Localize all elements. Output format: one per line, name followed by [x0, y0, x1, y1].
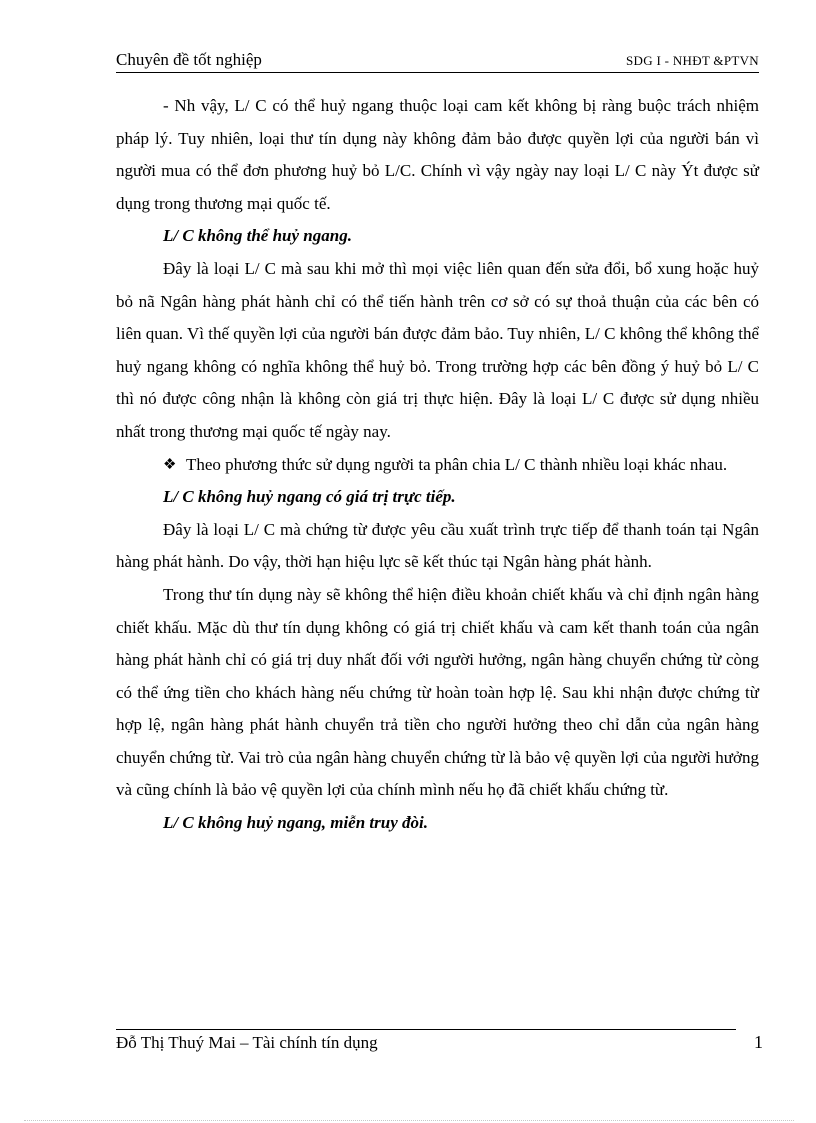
body-paragraph: - Nh vậy, L/ C có thể huỷ ngang thuộc loại cam kết không bị ràng buộc trách nhiệm pháp lý. Tuy nhiên, loại thư tín dụng này không đảm bảo được quyền lợi của người bán vì người mua có thể đơn phương huỷ bỏ L/C. Chính vì vậy ngày nay loại L/ C này Ýt được sử dụng trong thương mại quốc tế.	[116, 96, 759, 213]
footer-author: Đỗ Thị Thuý Mai – Tài chính tín dụng	[116, 1033, 378, 1052]
page-header	[116, 50, 759, 73]
page-edge-divider	[24, 1120, 794, 1121]
header-title: Chuyên đề tốt nghiệp	[116, 50, 262, 69]
header-code: SDG I - NHĐT &PTVN	[626, 53, 759, 68]
section-heading: L/ C không thể huỷ ngang.	[163, 226, 352, 246]
body-paragraph: Đây là loại L/ C mà sau khi mở thì mọi việc liên quan đến sửa đổi, bổ xung hoặc huỷ bỏ nã Ngân hàng phát hành chỉ có thể tiến hành trên cơ sở có sự thoả thuận của các bên có liên quan. Vì thế quyền lợi của người bán được đảm bảo. Tuy nhiên, L/ C không thể không thể huỷ ngang không có nghĩa không thể huỷ bỏ. Trong trường hợp các bên đồng ý huỷ bỏ L/ C thì nó được công nhận là không còn giá trị thực hiện. Đây là loại L/ C được sử dụng nhiều nhất trong thương mại quốc tế ngày nay.	[116, 258, 759, 441]
diamond-bullet-icon: ❖	[163, 456, 177, 473]
page-number: 1	[754, 1032, 763, 1052]
section-heading: L/ C không huỷ ngang có giá trị trực tiếp.	[163, 487, 456, 507]
bullet-item	[116, 449, 759, 482]
bullet-text: Theo phương thức sử dụng người ta phân chia L/ C thành nhiều loại khác nhau.	[186, 454, 728, 474]
body-paragraph: Đây là loại L/ C mà chứng từ được yêu cầu xuất trình trực tiếp để thanh toán tại Ngân hàng phát hành. Do vậy, thời hạn hiệu lực sẽ kết thúc tại Ngân hàng phát hành.	[116, 519, 759, 572]
section-heading: L/ C không huỷ ngang, miễn truy đòi.	[163, 813, 428, 833]
body-paragraph: Trong thư tín dụng này sẽ không thể hiện điều khoản chiết khấu và chỉ định ngân hàng chiết khấu. Mặc dù thư tín dụng không có giá trị chiết khấu và cam kết thanh toán của ngân hàng phát hành chỉ có giá trị duy nhất đối với người hưởng, ngân hàng chuyển chứng từ còng có thể ứng tiền cho khách hàng nếu chứng từ hoàn toàn hợp lệ. Sau khi nhận được chứng từ hợp lệ, ngân hàng phát hành chuyển trả tiền cho người hưởng theo chỉ dẫn của ngân hàng chuyển chứng từ. Vai trò của ngân hàng chuyển chứng từ là bảo vệ quyền lợi của người hưởng và cũng chính là bảo vệ quyền lợi của chính mình nếu họ đã chiết khấu chứng từ.	[116, 584, 759, 800]
document-body	[116, 90, 759, 840]
footer-divider	[116, 1029, 736, 1030]
